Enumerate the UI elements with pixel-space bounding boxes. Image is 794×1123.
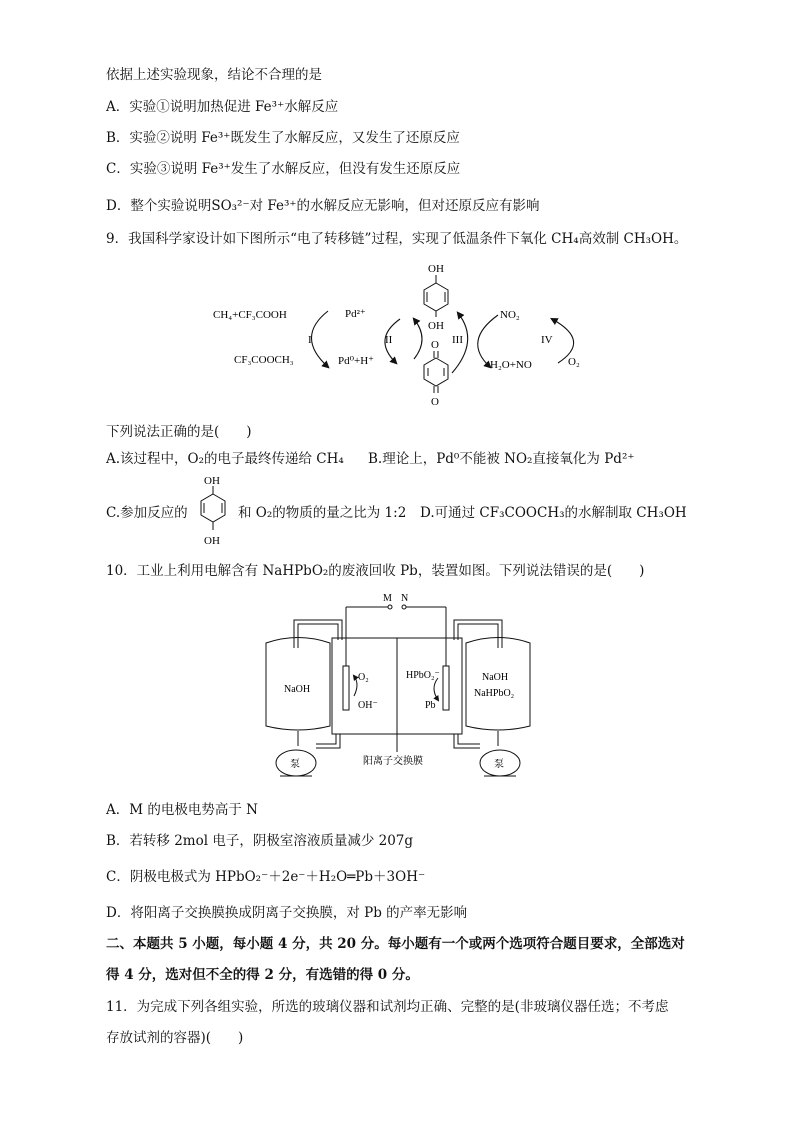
q11-line1: 11．为完成下列各组实验，所选的玻璃仪器和试剂均正确、完整的是(非玻璃仪器任选；不考虑: [106, 999, 669, 1015]
q8-option-d-pre: D．整个实验说明: [106, 198, 212, 214]
q10-stem: 10．工业上利用电解含有 NaHPbO₂的废液回收 Pb，装置如图。下列说法错误的是( ): [106, 563, 645, 579]
q10-option-b[interactable]: B．若转移 2mol 电子，阴极室溶液质量减少 207g: [106, 833, 414, 849]
section2-line1: 二、本题共 5 小题，每小题 4 分，共 20 分。每小题有一个或两个选项符合题目要求，全部选对: [106, 936, 685, 952]
hydroquinone-oh-bottom: OH: [204, 535, 220, 547]
q10-electrolysis-diagram: [258, 588, 548, 788]
step-iii-label: III: [452, 334, 463, 346]
q10-option-c[interactable]: C．阴极电极式为 HPbO₂⁻＋2e⁻＋H₂O═Pb＋3OH⁻: [106, 869, 426, 885]
q9-option-d[interactable]: D.可通过 CF₃COOCH₃的水解制取 CH₃OH: [420, 505, 687, 521]
pd0-label: Pd⁰+H⁺: [338, 355, 374, 367]
q9-option-b[interactable]: B.理论上，Pd⁰不能被 NO₂直接氧化为 Pd²⁺: [368, 451, 635, 467]
q11-line2: 存放试剂的容器)( ): [106, 1030, 244, 1046]
pb-product: Pb: [425, 700, 436, 711]
left-pump-label: 泵: [290, 759, 300, 770]
q8-option-d[interactable]: [106, 197, 540, 215]
right-tank-label-2: NaHPbO₂: [474, 688, 515, 699]
hq-oh-top: OH: [428, 263, 444, 275]
hpbo2-reactant: HPbO₂⁻: [406, 670, 440, 681]
left-tank-label: NaOH: [284, 684, 311, 695]
hydroquinone-structure: [192, 472, 234, 550]
q8-option-d-post: 对 Fe³⁺的水解反应无影响，但对还原反应有影响: [249, 198, 540, 214]
o2-label: O₂: [568, 356, 580, 368]
intro-line: 依据上述实验现象，结论不合理的是: [106, 67, 322, 83]
right-tank: [466, 638, 530, 731]
q9-stem: 9．我国科学家设计如下图所示“电了转移链”过程，实现了低温条件下氧化 CH₄高效制 CH₃OH。: [106, 231, 688, 247]
step-i-arc: [312, 311, 329, 367]
bq-o-top: O: [431, 339, 439, 351]
q8-option-c[interactable]: C．实验③说明 Fe³⁺发生了水解反应，但没有发生还原反应: [106, 161, 461, 177]
right-tank-label-1: NaOH: [482, 672, 509, 683]
step-ii-return-arc: [414, 319, 422, 359]
q10-option-a[interactable]: A．M 的电极电势高于 N: [106, 802, 258, 818]
h2o-no-label: H₂O+NO: [490, 359, 532, 371]
hydroquinone-oh-top: OH: [204, 475, 220, 487]
q9-option-c-pre[interactable]: C.参加反应的: [106, 505, 188, 521]
reactant-label: CH₄+CF₃COOH: [213, 309, 287, 321]
terminal-m: M: [383, 593, 392, 604]
cathode: [443, 666, 449, 710]
pd2-label: Pd²⁺: [345, 308, 366, 320]
hq-oh-bottom: OH: [428, 320, 444, 332]
oh-reactant: OH⁻: [358, 700, 378, 711]
o2-product: O₂: [358, 672, 369, 683]
bq-o-bottom: O: [431, 396, 439, 408]
section2-line2: 得 4 分，选对但不全的得 2 分，有选错的得 0 分。: [106, 967, 419, 983]
q9-option-a[interactable]: A.该过程中，O₂的电子最终传递给 CH₄: [106, 451, 344, 467]
step-iv-label: IV: [541, 334, 553, 346]
q10-option-d[interactable]: D．将阳离子交换膜换成阴离子交换膜，对 Pb 的产率无影响: [106, 905, 468, 921]
q8-option-a[interactable]: A．实验①说明加热促进 Fe³⁺水解反应: [106, 99, 339, 115]
q9-prompt: 下列说法正确的是( ): [106, 424, 252, 440]
right-pump-label: 泵: [494, 759, 504, 770]
membrane-label: 阳离子交换膜: [363, 756, 423, 767]
step-ii-label: II: [385, 334, 393, 346]
product-label: CF₃COOCH₃: [234, 354, 294, 366]
terminal-n: N: [401, 593, 409, 604]
sulfite-ion: SO₃²⁻: [211, 198, 250, 214]
anode: [343, 666, 349, 710]
step-i-label: I: [308, 334, 312, 346]
no2-label: NO₂: [500, 309, 520, 321]
q9-electron-chain-diagram: [200, 255, 600, 420]
q9-option-c-post: 和 O₂的物质的量之比为 1:2: [238, 505, 407, 521]
q8-option-b[interactable]: B．实验②说明 Fe³⁺既发生了水解反应，又发生了还原反应: [106, 130, 460, 146]
